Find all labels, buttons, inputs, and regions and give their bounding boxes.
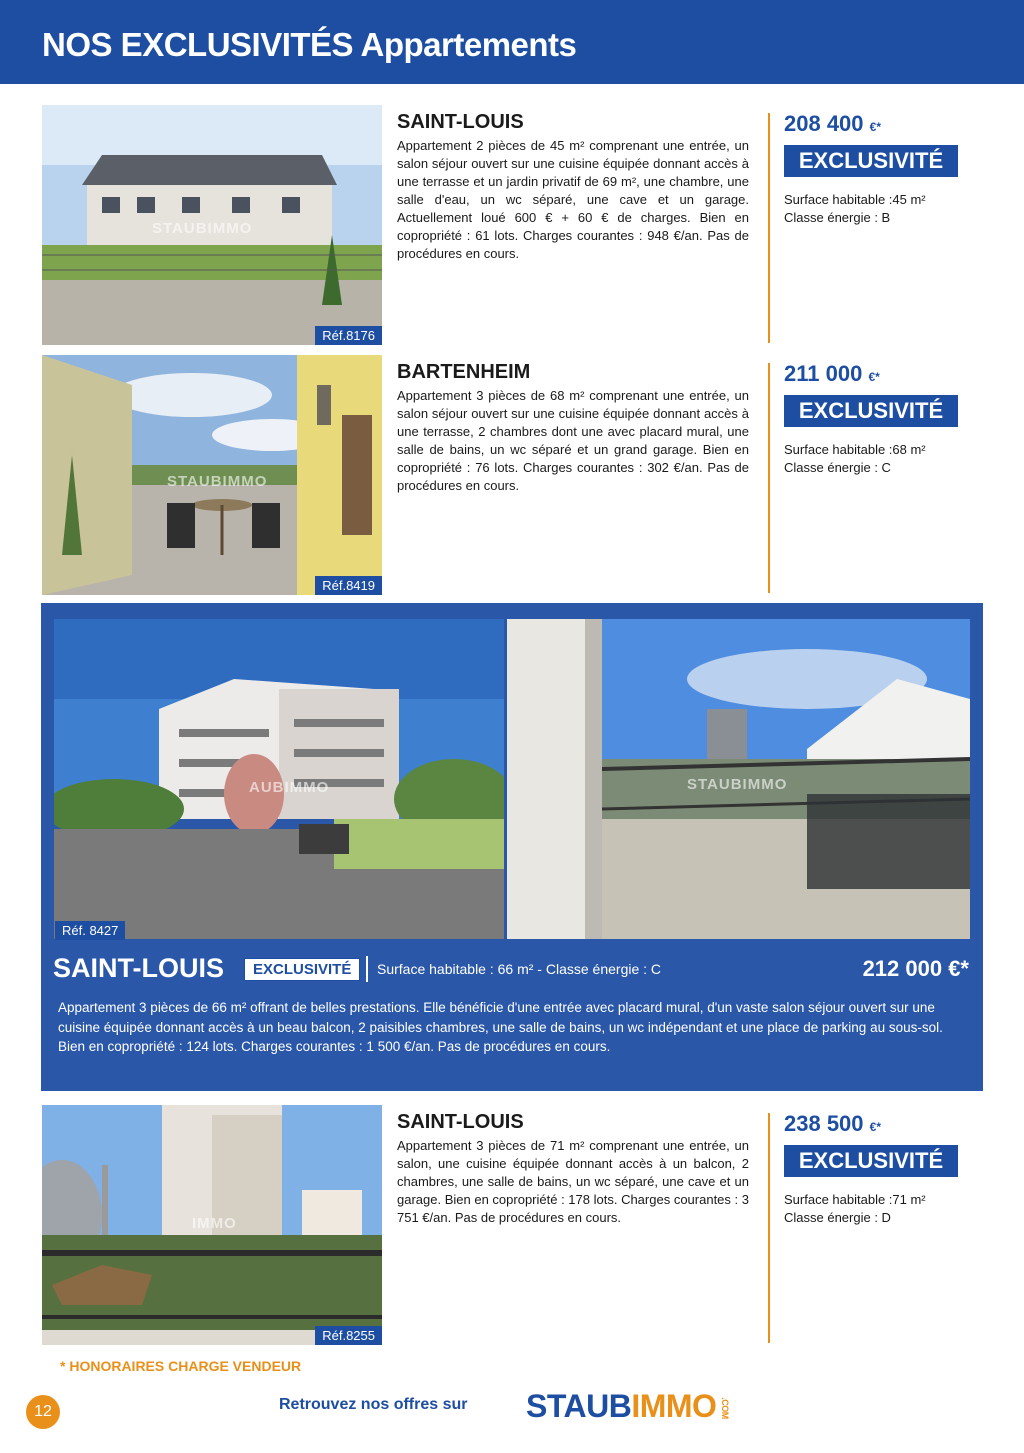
exclusive-badge: EXCLUSIVITÉ [784,145,958,177]
featured-description: Appartement 3 pièces de 66 m² offrant de belles prestations. Elle bénéficie d'une entrée avec placard mural, d'un vaste salon séjour ouvert sur une cuisine équipée donnant accès à un beau balcon, 2 paisibles chambres, une salle de bains, un wc indépendant et une place de parking au sous-sol. Bien en copropriété : 124 lots. Charges courantes : 1 500 €/an. Pas de procédures en cours. [58,1000,943,1054]
page-number: 12 [26,1395,60,1429]
staubimmo-logo[interactable] [526,1388,738,1425]
reference-tag: Réf.8176 [315,326,382,345]
divider [768,363,770,593]
listing-photo[interactable] [42,1105,382,1345]
listing-card[interactable] [42,355,982,595]
listing-photo[interactable] [42,355,382,595]
energy-label: Classe énergie : C [784,460,891,475]
listing-card[interactable] [42,105,982,345]
divider [768,113,770,343]
page-header [0,0,1024,84]
logo-accent: IMMO [631,1388,717,1424]
listing-city: BARTENHEIM [397,361,531,383]
exclusive-badge: EXCLUSIVITÉ [784,1145,958,1177]
logo-suffix: .COM [720,1397,731,1419]
footer-tagline: Retrouvez nos offres sur [279,1396,468,1413]
listing-city: SAINT-LOUIS [397,1111,524,1133]
featured-price: 212 000 €* [862,956,969,981]
featured-listing[interactable] [41,603,983,1091]
watermark: STAUBIMMO [167,473,268,490]
fee-footnote: * HONORAIRES CHARGE VENDEUR [60,1358,302,1374]
listing-text [397,361,749,495]
featured-reference-tag: Réf. 8427 [55,921,125,940]
featured-photo-balcony[interactable] [507,619,970,939]
listing-card[interactable] [42,1105,982,1345]
surface-label: Surface habitable :71 m² [784,1192,926,1207]
watermark: STAUBIMMO [152,220,253,237]
price-block [784,111,984,227]
listing-price: 238 500 €* [784,1111,881,1136]
listing-specs [784,191,984,227]
listing-text [397,1111,749,1227]
featured-specs: Surface habitable : 66 m² - Classe énergie : C [377,961,662,977]
featured-city: SAINT-LOUIS [53,953,225,983]
energy-label: Classe énergie : D [784,1210,891,1225]
logo-main: STAUB [526,1388,632,1424]
listing-price: 211 000 €* [784,361,880,386]
watermark: IMMO [192,1215,237,1232]
listing-description: Appartement 2 pièces de 45 m² comprenant une entrée, un salon séjour ouvert sur une cuisine équipée donnant accès à une terrasse et un jardin privatif de 69 m², une chambre, une salle d'eau, un wc séparé, une cave et un garage. Actuellement loué 600 € + 60 € de charges. Bien en copropriété : 61 lots. Charges courantes : 948 €/an. Pas de procédures en cours. [397,138,749,261]
reference-tag: Réf.8255 [315,1326,382,1345]
listing-specs [784,441,984,477]
listing-specs [784,1191,984,1227]
exclusive-badge: EXCLUSIVITÉ [784,395,958,427]
watermark: STAUBIMMO [687,776,788,793]
surface-label: Surface habitable :45 m² [784,192,926,207]
reference-tag: Réf.8419 [315,576,382,595]
listing-city: SAINT-LOUIS [397,111,524,133]
listing-price: 208 400 €* [784,111,881,136]
energy-label: Classe énergie : B [784,210,891,225]
surface-label: Surface habitable :68 m² [784,442,926,457]
watermark: AUBIMMO [249,779,330,796]
page-title: NOS EXCLUSIVITÉS Appartements [42,26,577,63]
divider [366,956,368,982]
listing-text [397,111,749,263]
featured-exclusive-badge: EXCLUSIVITÉ [244,958,360,981]
listing-description: Appartement 3 pièces de 71 m² comprenant une entrée, un salon, une cuisine équipée donnant accès à un balcon, 2 chambres, une salle de bains, un wc séparé, une cave et un garage. Bien en copropriété : 178 lots. Charges courantes : 3 751 €/an. Pas de procédures en cours. [397,1138,749,1225]
divider [768,1113,770,1343]
price-block [784,361,984,477]
listing-description: Appartement 3 pièces de 68 m² comprenant une entrée, un salon séjour ouvert sur une cuisine équipée donnant accès à une terrasse, 2 chambres dont une avec placard mural, une salle de bains, un wc séparé et un grand garage. Bien en copropriété : 76 lots. Charges courantes : 302 €/an. Pas de procédures en cours. [397,388,749,493]
price-block [784,1111,984,1227]
featured-photo-building[interactable] [54,619,504,939]
listing-photo[interactable] [42,105,382,345]
